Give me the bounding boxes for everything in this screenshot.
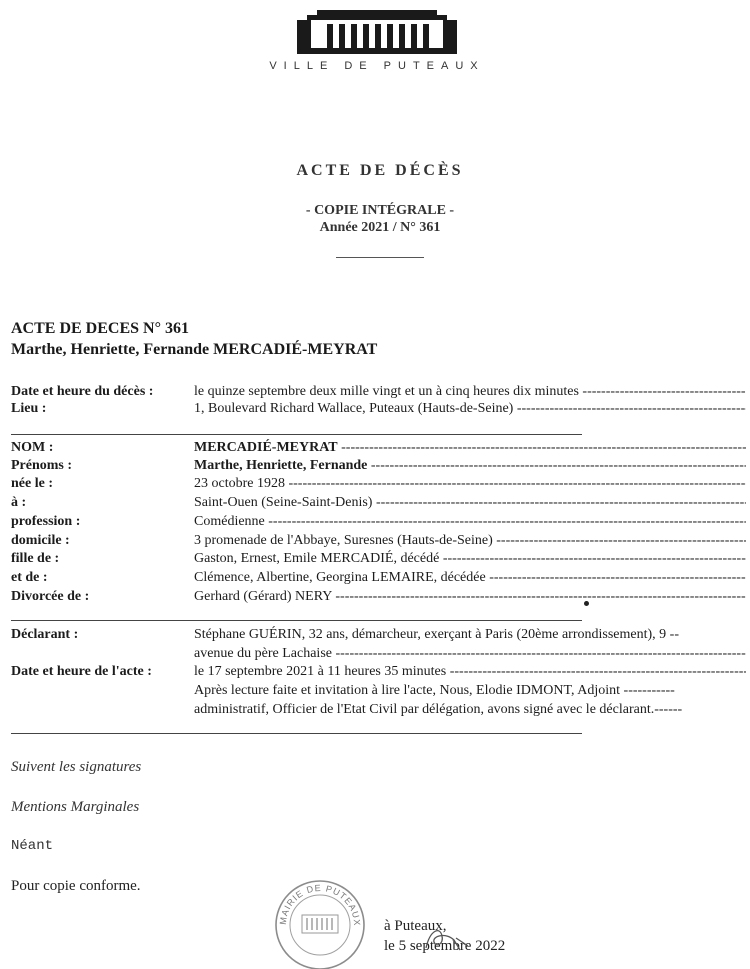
nom-value-wrap [194, 439, 746, 456]
signing-place: à Puteaux, [384, 918, 447, 934]
act-date-row-2 [11, 682, 746, 699]
death-date-value: le quinze septembre deux mille vingt et un à cinq heures dix minutes ----- [194, 383, 746, 400]
year-number: Année 2021 / N° 361 [319, 220, 441, 235]
title-divider [336, 257, 424, 258]
certified-copy-note: Pour copie conforme. [11, 878, 141, 894]
declarant-label: Déclarant : [11, 627, 79, 642]
nom-row [11, 439, 746, 456]
birthplace-label: à : [11, 495, 27, 510]
death-date-label: Date et heure du décès : [11, 384, 154, 399]
nee-row [11, 475, 746, 492]
death-place-row [11, 400, 746, 417]
prenoms-label: Prénoms : [11, 458, 73, 473]
record-full-name: Marthe, Henriette, Fernande MERCADIÉ-MEYRAT [11, 341, 378, 358]
section-divider [11, 434, 582, 435]
ink-speck [584, 601, 589, 606]
nee-value: 23 octobre 1928 ----- [194, 475, 746, 492]
profession-row [11, 513, 746, 530]
declarant-row [11, 626, 746, 643]
domicile-value: 3 promenade de l'Abbaye, Suresnes (Hauts-de-Seine) ----- [194, 532, 746, 549]
divorced-value: Gerhard (Gérard) NERY ----- [194, 588, 746, 605]
act-date-line3: administratif, Officier de l'Etat Civil par délégation, avons signé avec le déclarant.------ [194, 702, 683, 717]
act-date-row-3 [11, 701, 746, 718]
father-label: fille de : [11, 551, 60, 566]
domicile-label: domicile : [11, 533, 70, 548]
prenoms-row [11, 457, 746, 474]
declarant-line2: avenue du père Lachaise ----- [194, 645, 746, 662]
father-value: Gaston, Ernest, Emile MERCADIÉ, décédé ----- [194, 550, 746, 567]
divorced-label: Divorcée de : [11, 589, 90, 604]
death-place-value: 1, Boulevard Richard Wallace, Puteaux (Hauts-de-Seine) ----- [194, 400, 746, 417]
section-divider [11, 733, 582, 734]
nom-label: NOM : [11, 440, 54, 455]
act-date-line1: le 17 septembre 2021 à 11 heures 35 minutes ----- [194, 663, 746, 680]
mother-value: Clémence, Albertine, Georgina LEMAIRE, décédée ----- [194, 569, 746, 586]
death-place-label: Lieu : [11, 401, 47, 416]
declarant-line1: Stéphane GUÉRIN, 32 ans, démarcheur, exerçant à Paris (20ème arrondissement), 9 -- [194, 627, 679, 642]
mother-label: et de : [11, 570, 48, 585]
divorced-row [11, 588, 746, 605]
stamp-text: MAIRIE DE PUTEAUX [277, 882, 363, 927]
city-hall-building-icon [297, 10, 457, 54]
death-date-row [11, 383, 746, 400]
marginal-mentions-value: Néant [11, 838, 54, 854]
act-date-label: Date et heure de l'acte : [11, 664, 152, 679]
profession-value: Comédienne ----- [194, 513, 746, 530]
nee-label: née le : [11, 476, 53, 491]
birthplace-row [11, 494, 746, 511]
birthplace-value: Saint-Ouen (Seine-Saint-Denis) ----- [194, 494, 746, 511]
declarant-row-2 [11, 645, 746, 662]
act-date-row [11, 663, 746, 680]
handwritten-signature [420, 922, 490, 954]
section-divider [11, 620, 582, 621]
copy-type: - COPIE INTÉGRALE - [305, 203, 455, 218]
profession-label: profession : [11, 514, 81, 529]
father-row [11, 550, 746, 567]
record-heading: ACTE DE DECES N° 361 [11, 320, 189, 337]
mother-row [11, 569, 746, 586]
signing-date: le 5 septembre 2022 [384, 938, 506, 954]
prenoms-value-wrap [194, 457, 746, 474]
city-name: VILLE DE PUTEAUX [269, 60, 485, 72]
nom-value: MERCADIÉ-MEYRAT [194, 440, 338, 455]
marginal-mentions-heading: Mentions Marginales [11, 799, 140, 815]
domicile-row [11, 532, 746, 549]
act-date-line2: Après lecture faite et invitation à lire l'acte, Nous, Elodie IDMONT, Adjoint ----------- [194, 683, 675, 698]
signatures-note: Suivent les signatures [11, 759, 142, 775]
act-title: ACTE DE DÉCÈS [296, 162, 464, 179]
prenoms-value: Marthe, Henriette, Fernande [194, 458, 368, 473]
